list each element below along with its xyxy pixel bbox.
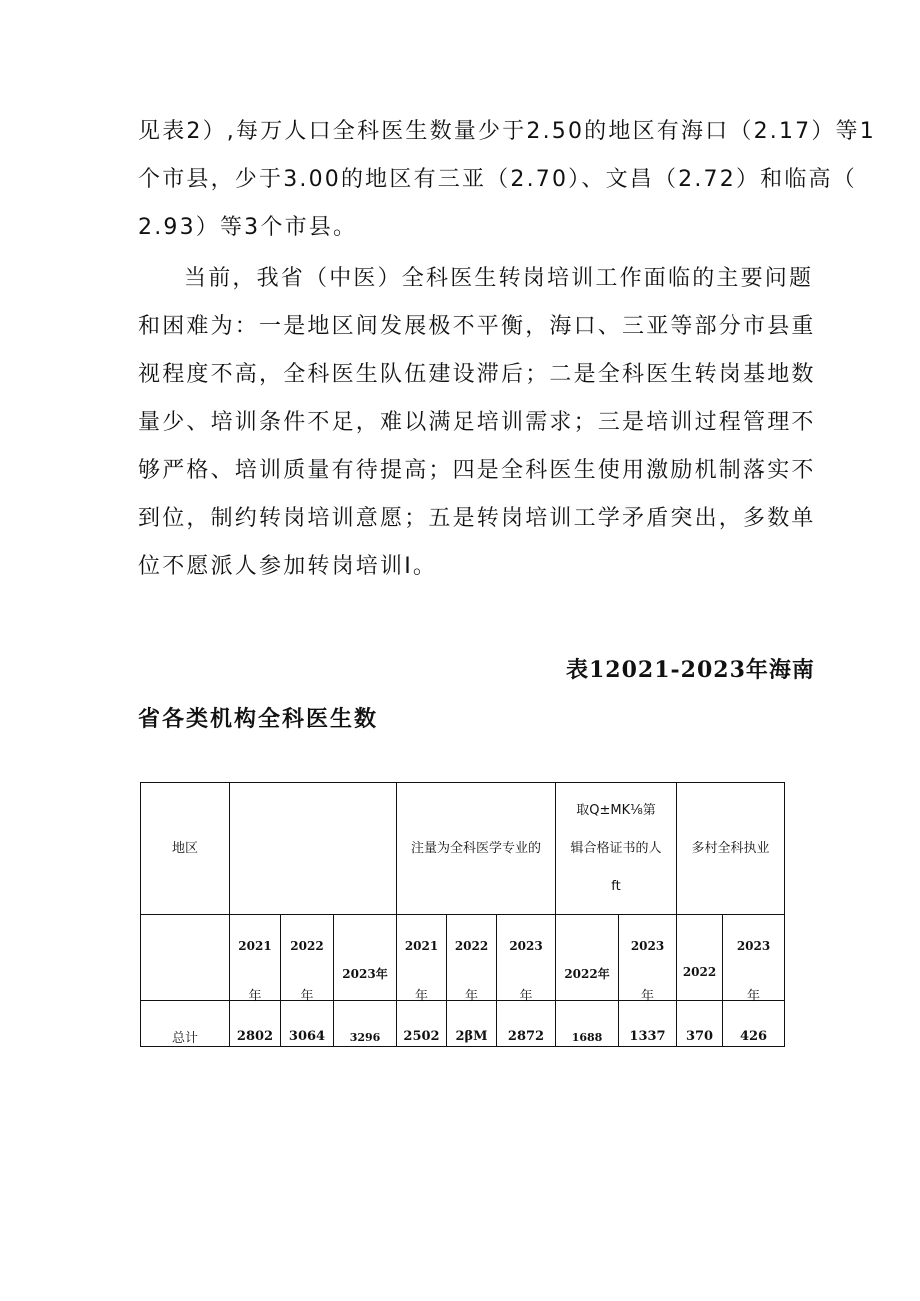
header-group-2: [397, 783, 556, 915]
year-cell: [556, 915, 619, 1001]
year-cell: [447, 915, 497, 1004]
total-value-cell: [334, 1001, 397, 1047]
text-line: 量少、培训条件不足，难以满足培训需求；三是培训过程管理不: [138, 410, 816, 435]
year-number: 2023: [736, 939, 771, 953]
year-number: 2023: [509, 939, 543, 953]
total-value: 2502: [403, 1029, 440, 1044]
total-value: 1688: [571, 1031, 603, 1044]
header-group-1: [230, 783, 397, 915]
text-line: 到位，制约转岗培训意愿；五是转岗培训工学矛盾突出，多数单: [138, 506, 816, 531]
year-cell: [281, 915, 334, 1004]
text-line: 够严格、培训质量有待提高；四是全科医生使用激励机制落实不: [138, 458, 816, 483]
paragraph-regional-density: [138, 108, 876, 252]
year-cell: [723, 915, 785, 1004]
paragraph-problems: [138, 255, 816, 591]
year-number: 2022: [290, 939, 324, 953]
total-value-cell: [447, 1001, 497, 1047]
total-value-cell: [497, 1001, 556, 1047]
year-cell: [397, 915, 447, 1004]
total-value-cell: [281, 1001, 334, 1047]
total-label: 总计: [171, 1031, 198, 1046]
total-value-cell: [556, 1001, 619, 1047]
header-group-3-line: 辑合格证书的人: [570, 840, 662, 856]
total-value-cell: [230, 1001, 281, 1047]
year-cell: [619, 915, 677, 1004]
gp-count-table: [140, 782, 785, 1047]
total-value-cell: [397, 1001, 447, 1047]
year-cell: [230, 915, 281, 1004]
year-unit: 年: [415, 989, 429, 1004]
total-value-cell: [619, 1001, 677, 1047]
text-line: 位不愿派人参加转岗培训I。: [138, 554, 438, 579]
total-value: 2872: [507, 1029, 545, 1044]
total-value: 2802: [236, 1029, 274, 1044]
year-cell: [497, 915, 556, 1004]
table-row-total: [141, 1001, 785, 1047]
header-group-3-line: 取Q±MK⅛第: [576, 802, 656, 818]
header-row: [141, 783, 785, 915]
total-value: 370: [685, 1029, 714, 1044]
text-line: 个市县，少于3.00的地区有三亚（2.70）、文昌（2.72）和临高（: [138, 167, 857, 192]
total-label-cell: [141, 1001, 230, 1047]
header-group-3-line: ft: [611, 878, 621, 894]
year-number: 2023: [630, 939, 665, 953]
table-caption-line-2: 省各类机构全科医生数: [138, 706, 379, 732]
total-value-cell: [677, 1001, 723, 1047]
year-unit: 年: [519, 989, 533, 1004]
year-unit: 年: [747, 989, 761, 1004]
header-region: [141, 783, 230, 915]
year-number: 2022: [682, 965, 717, 979]
text-line: 见表2）,每万人口全科医生数量少于2.50的地区有海口（2.17）等1: [138, 119, 876, 144]
text-line: 和困难为：一是地区间发展极不平衡，海口、三亚等部分市县重: [138, 314, 816, 339]
year-unit: 年: [248, 989, 262, 1004]
total-value-cell: [723, 1001, 785, 1047]
year-unit: 年: [300, 989, 314, 1004]
header-group-4: [677, 783, 785, 915]
total-value: 3296: [349, 1031, 381, 1044]
year-number: 2022: [454, 939, 489, 953]
year-number: 2021: [238, 939, 272, 953]
total-value: 1337: [629, 1029, 666, 1044]
year-unit: 年: [465, 989, 479, 1004]
text-line: 当前，我省（中医）全科医生转岗培训工作面临的主要问题: [184, 266, 814, 291]
total-value: 3064: [288, 1029, 326, 1044]
header-region-label: 地区: [171, 840, 198, 856]
year-unit: 年: [641, 989, 655, 1004]
year-cell: [334, 915, 397, 1001]
text-line: 视程度不高，全科医生队伍建设滞后；二是全科医生转岗基地数: [138, 362, 816, 387]
year-row-region-blank: [141, 915, 230, 1001]
year-number: 2021: [404, 939, 439, 953]
total-value: 2βM: [455, 1029, 488, 1044]
header-group-4-label: 多村全科执业: [691, 840, 770, 856]
table-caption-line-1: 表12021-2023年海南: [566, 657, 815, 683]
total-value: 426: [739, 1029, 768, 1044]
year-row: [141, 915, 785, 1001]
year-number: 2022年: [564, 967, 610, 981]
year-number: 2023年: [342, 967, 388, 981]
text-line: 2.93）等3个市县。: [138, 215, 358, 240]
header-group-2-label: 注量为全科医学专业的: [411, 840, 542, 856]
header-group-3: [556, 783, 677, 915]
year-cell: [677, 915, 723, 1001]
